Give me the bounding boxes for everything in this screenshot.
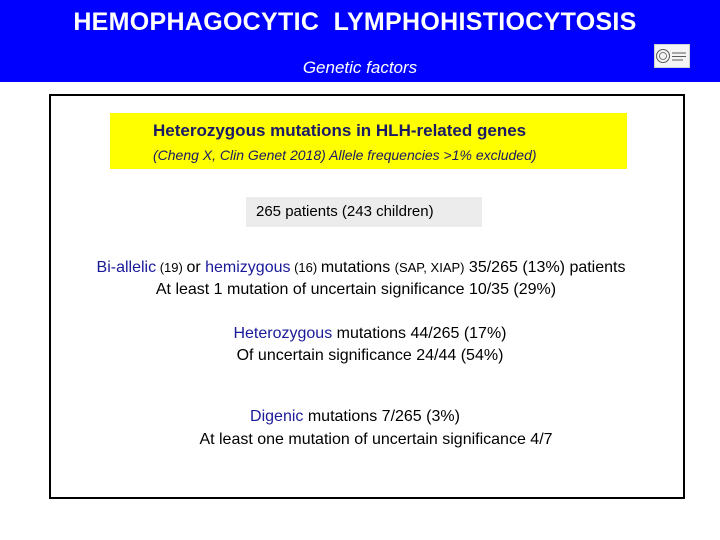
- digenic-term: Digenic: [250, 408, 304, 425]
- digenic-uncertain-line: At least one mutation of uncertain significance 4/7: [199, 431, 553, 448]
- slide-subtitle: Genetic factors: [302, 58, 418, 77]
- digenic-line: [0, 408, 710, 426]
- university-logo-icon: [654, 44, 690, 68]
- biallelic-count: (19): [156, 260, 187, 275]
- biallelic-uncertain-line: At least 1 mutation of uncertain significance 10/35 (29%): [155, 281, 557, 298]
- biallelic-line: [0, 259, 720, 277]
- patients-count: 265 patients (243 children): [256, 203, 434, 220]
- heterozygous-term: Heterozygous: [233, 325, 333, 342]
- biallelic-term: Bi-allelic: [96, 259, 157, 276]
- biallelic-result: 35/265 (13%) patients: [464, 259, 626, 276]
- highlight-reference: (Cheng X, Clin Genet 2018) Allele frequencies >1% excluded): [153, 147, 537, 163]
- mutations-word: mutations: [320, 259, 395, 276]
- title-banner: [0, 0, 720, 82]
- hemizygous-count: (16): [290, 260, 321, 275]
- heterozygous-line: [0, 325, 720, 343]
- heterozygous-uncertain-line: Of uncertain significance 24/44 (54%): [236, 347, 504, 364]
- highlight-title: Heterozygous mutations in HLH-related genes: [153, 121, 527, 140]
- digenic-rest: mutations 7/265 (3%): [303, 408, 460, 425]
- genes-list: (SAP, XIAP): [394, 260, 465, 275]
- slide-title: HEMOPHAGOCYTIC LYMPHOHISTIOCYTOSIS: [73, 8, 637, 36]
- biallelic-connector: or: [186, 259, 206, 276]
- hemizygous-term: hemizygous: [205, 259, 291, 276]
- heterozygous-rest: mutations 44/265 (17%): [332, 325, 507, 342]
- patients-box: [246, 197, 482, 227]
